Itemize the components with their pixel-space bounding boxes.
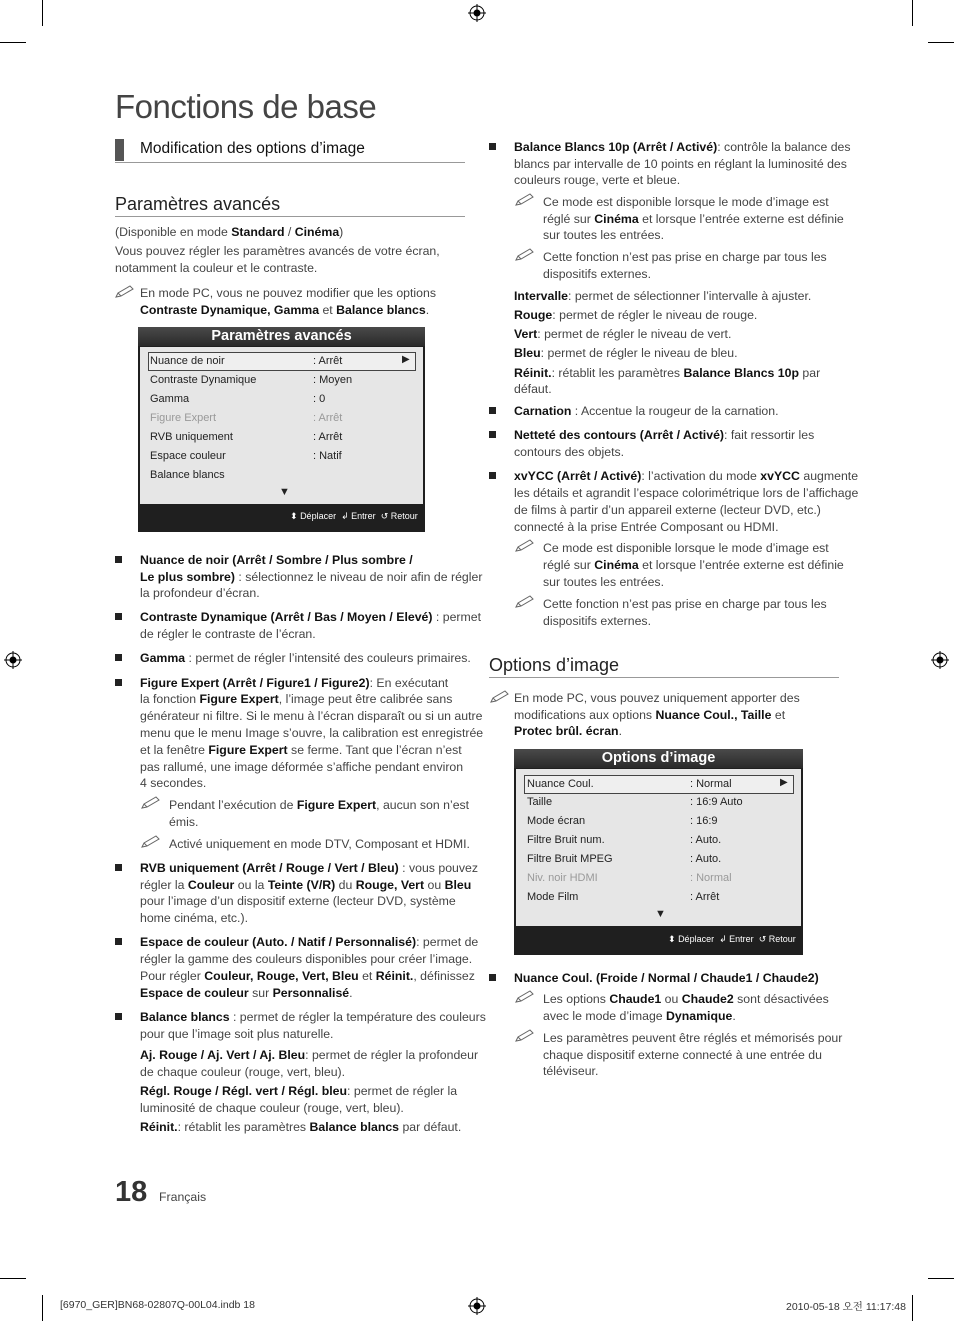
note-pencil-icon	[514, 193, 536, 207]
menu-value: : Moyen	[313, 374, 353, 386]
chapter-title: Fonctions de base	[115, 88, 377, 125]
bullet-icon	[489, 407, 496, 414]
note-xvycc-line: sur toutes les entrées.	[543, 575, 664, 589]
menu-item-rvb-uniquement[interactable]: RVB uniquement	[150, 431, 233, 443]
print-date-info: 2010-05-18 오전 11:17:48	[786, 1301, 906, 1313]
menu-item-gamma[interactable]: Gamma	[150, 393, 190, 405]
note-nc-line: Les paramètres peuvent être réglés et mémorisés pour	[543, 1031, 843, 1045]
item-balance-line: luminosité de chaque couleur (rouge, vert, bleu).	[140, 1101, 404, 1115]
item-reinit: Réinit.: rétablit les paramètres Balance Blancs 10p par	[514, 366, 821, 380]
item-espace-line: Espace de couleur sur Personnalisé.	[140, 986, 353, 1000]
note-pencil-icon	[514, 539, 536, 553]
note-pencil-icon	[514, 248, 536, 262]
menu-title: Options d’image	[514, 749, 803, 768]
bullet-icon	[115, 864, 122, 871]
section-marker	[115, 139, 124, 161]
registration-mark-icon	[468, 4, 486, 22]
menu-value: : Arrêt	[690, 891, 720, 903]
note-nc-line: avec le mode d’image Dynamique.	[543, 1009, 736, 1023]
crop-mark	[912, 0, 913, 26]
item-balance-line: Régl. Rouge / Régl. vert / Régl. bleu: permet de régler la	[140, 1084, 458, 1098]
note-xvycc-line: réglé sur Cinéma et lorsque l’entrée externe est définie	[543, 558, 844, 572]
heading-rule	[489, 677, 839, 678]
enter-icon: ↲	[341, 511, 349, 521]
item-xvycc-title: xvYCC (Arrêt / Activé): l’activation du mode xvYCC augmente	[514, 469, 859, 483]
bullet-icon	[115, 613, 122, 620]
menu-item-nuance-de-noir[interactable]: Nuance de noir	[150, 355, 225, 367]
menu-item-balance-blancs[interactable]: Balance blancs	[150, 469, 225, 481]
item-xvycc-line: de films à partir d’un appareil externe (lecteur DVD, etc.)	[514, 503, 821, 517]
heading-parametres-avances: Paramètres avancés	[115, 194, 281, 214]
menu-value: : Arrêt	[313, 355, 343, 367]
item-b10-title: Balance Blancs 10p (Arrêt / Activé): contrôle la balance des	[514, 140, 851, 154]
crop-mark	[42, 0, 43, 26]
menu-parametres-avances	[138, 327, 425, 532]
note-pc-line: En mode PC, vous ne pouvez modifier que les options	[140, 286, 436, 300]
item-xvycc-line: connecté à la prise Entrée Composant ou HDMI.	[514, 520, 779, 534]
item-balance-line: de chaque couleur (rouge, vert, bleu).	[140, 1065, 346, 1079]
availability-note: (Disponible en mode Standard / Cinéma)	[115, 225, 344, 239]
bullet-icon	[115, 679, 122, 686]
heading-options-image: Options d’image	[489, 655, 620, 675]
item-vert: Vert: permet de régler le niveau de vert.	[514, 327, 732, 341]
note-pencil-icon	[514, 595, 536, 609]
intro-line: Vous pouvez régler les paramètres avancés de votre écran,	[115, 244, 440, 258]
item-intervalle: Intervalle: permet de sélectionner l’intervalle à ajuster.	[514, 289, 812, 303]
item-bleu: Bleu: permet de régler le niveau de bleu.	[514, 346, 738, 360]
scroll-down-arrow-icon[interactable]: ▼	[279, 486, 290, 498]
item-contraste-title: Contraste Dynamique (Arrêt / Bas / Moyen / Elevé) : permet	[140, 610, 482, 624]
note-pencil-icon	[514, 990, 536, 1004]
note-figure-line: Pendant l’exécution de Figure Expert, aucun son n’est	[169, 798, 470, 812]
note-pencil-icon	[140, 796, 162, 810]
menu-value: : Normal	[690, 872, 732, 884]
item-rvb-line: régler la Couleur ou la Teinte (V/R) du Rouge, Vert ou Bleu	[140, 878, 472, 892]
note-xvycc-line: Cette fonction n’est pas prise en charge par tous les	[543, 597, 827, 611]
note-b10-line: sur toutes les entrées.	[543, 228, 664, 242]
return-icon: ↺	[758, 934, 767, 944]
menu-item-contraste-dynamique[interactable]: Contraste Dynamique	[150, 374, 257, 386]
menu-item-mode-ecran[interactable]: Mode écran	[527, 815, 586, 827]
item-xvycc-line: les détails et agrandit l’espace colorimétrique lors de l’affichage	[514, 486, 859, 500]
note-xvycc-line: Ce mode est disponible lorsque le mode d’image est	[543, 541, 829, 555]
menu-value: : Auto.	[690, 834, 722, 846]
menu-item-taille[interactable]: Taille	[527, 796, 553, 808]
note-pc2-line: modifications aux options Nuance Coul., Taille et	[514, 708, 786, 722]
note-pencil-icon	[140, 835, 162, 849]
registration-mark-icon	[468, 1297, 486, 1315]
item-rvb-title: RVB uniquement (Arrêt / Rouge / Vert / Bleu) : vous pouvez	[140, 861, 479, 875]
item-nettete-line: contours des objets.	[514, 445, 625, 459]
crop-mark	[928, 42, 954, 43]
menu-item-filtre-bruit-num[interactable]: Filtre Bruit num.	[527, 834, 605, 846]
menu-item-figure-expert: Figure Expert	[150, 412, 217, 424]
bullet-icon	[489, 974, 496, 981]
item-espace-title: Espace de couleur (Auto. / Natif / Personnalisé): permet de	[140, 935, 479, 949]
section-rule	[115, 162, 465, 163]
item-rouge: Rouge: permet de régler le niveau de rouge.	[514, 308, 758, 322]
item-nuance-line: Le plus sombre) : sélectionnez le niveau de noir afin de régler	[140, 570, 483, 584]
item-figure-line: générateur ni filtre. Si le menu à l’écran disparaît ou si un autre	[140, 709, 483, 723]
item-figure-line: 4 secondes.	[140, 776, 207, 790]
menu-value: : Arrêt	[313, 431, 343, 443]
item-nettete-title: Netteté des contours (Arrêt / Activé): fait ressortir les	[514, 428, 815, 442]
note-figure-line: émis.	[169, 815, 199, 829]
note-pencil-icon	[114, 285, 136, 299]
bullet-icon	[489, 472, 496, 479]
bullet-icon	[489, 143, 496, 150]
item-contraste-line: de régler le contraste de l’écran.	[140, 627, 316, 641]
menu-value: : Normal	[690, 778, 732, 790]
bullet-icon	[115, 938, 122, 945]
note-pc2-line: Protec brûl. écran.	[514, 724, 622, 738]
page-language: Français	[159, 1190, 207, 1204]
submenu-arrow-icon: ▶	[402, 354, 410, 365]
item-espace-line: régler la gamme des couleurs disponibles pour créer l’image.	[140, 952, 473, 966]
item-figure-line: menu que le menu Image s’ouvre, la calibration est enregistrée	[140, 726, 484, 740]
item-espace-line: Pour régler Couleur, Rouge, Vert, Bleu et Réinit., définissez	[140, 969, 475, 983]
intro-line: notamment la couleur et le contraste.	[115, 261, 318, 275]
item-figure-line: la fonction Figure Expert, l’image peut être calibrée sans	[140, 692, 453, 706]
crop-mark	[928, 1278, 954, 1279]
bullet-icon	[115, 1013, 122, 1020]
note-pc-line: Contraste Dynamique, Gamma et Balance blancs.	[140, 303, 430, 317]
section-title: Modification des options d’image	[140, 140, 365, 157]
menu-value: : 0	[313, 393, 326, 405]
bullet-icon	[115, 556, 122, 563]
registration-mark-icon	[931, 651, 949, 669]
item-figure-line: pas rallumé, une image déformée s’affiche pendant environ	[140, 760, 464, 774]
menu-value: : Arrêt	[313, 412, 343, 424]
menu-item-mode-film[interactable]: Mode Film	[527, 891, 579, 903]
item-b10-line: couleurs rouge, verte et bleue.	[514, 173, 681, 187]
note-b10-line: réglé sur Cinéma et lorsque l’entrée externe est définie	[543, 212, 844, 226]
note-pencil-icon	[489, 690, 511, 704]
item-rvb-line: pour l’image d’un dispositif externe (lecteur DVD, système	[140, 894, 456, 908]
item-carnation: Carnation : Accentue la rougeur de la carnation.	[514, 404, 779, 418]
menu-item-espace-couleur[interactable]: Espace couleur	[150, 450, 226, 462]
bullet-icon	[115, 654, 122, 661]
menu-item-niv-noir-hdmi: Niv. noir HDMI	[527, 872, 598, 884]
move-icon: ⬍	[668, 934, 676, 944]
move-icon: ⬍	[290, 511, 298, 521]
footer-rule	[42, 1295, 43, 1321]
note-nc-line: téléviseur.	[543, 1064, 599, 1078]
menu-item-nuance-coul[interactable]: Nuance Coul.	[527, 778, 594, 790]
crop-mark	[0, 42, 26, 43]
return-icon: ↺	[380, 511, 389, 521]
note-nc-line: chaque dispositif externe connecté à une entrée du	[543, 1048, 822, 1062]
crop-mark	[912, 1295, 913, 1321]
item-nuance-coul-title: Nuance Coul. (Froide / Normal / Chaude1 / Chaude2)	[514, 971, 819, 985]
note-xvycc-line: dispositifs externes.	[543, 614, 651, 628]
note-figure-line: Activé uniquement en mode DTV, Composant et HDMI.	[169, 837, 470, 851]
menu-body	[140, 347, 423, 504]
menu-value: : Auto.	[690, 853, 722, 865]
note-b10-line: Ce mode est disponible lorsque le mode d’image est	[543, 195, 829, 209]
heading-rule	[115, 216, 465, 217]
menu-footer: ⬍ Déplacer ↲ Entrer ↺ Retour	[290, 511, 418, 521]
bullet-icon	[489, 431, 496, 438]
menu-options-image	[514, 749, 803, 955]
note-pc2-line: En mode PC, vous pouvez uniquement apporter des	[514, 691, 800, 705]
section-header	[115, 139, 465, 163]
item-gamma: Gamma : permet de régler l’intensité des couleurs primaires.	[140, 651, 471, 665]
item-figure-line: et la fenêtre Figure Expert se ferme. Tant que l’écran n’est	[140, 743, 462, 757]
crop-mark	[0, 1278, 26, 1279]
print-file-info: [6970_GER]BN68-02807Q-00L04.indb 18	[60, 1299, 255, 1311]
menu-title: Paramètres avancés	[138, 327, 425, 346]
note-pencil-icon	[514, 1029, 536, 1043]
menu-item-filtre-bruit-mpeg[interactable]: Filtre Bruit MPEG	[527, 853, 613, 865]
item-reinit-line: défaut.	[514, 382, 552, 396]
item-nuance-line: la profondeur d’écran.	[140, 586, 260, 600]
submenu-arrow-icon: ▶	[780, 777, 788, 788]
item-balance-title: Balance blancs : permet de régler la température des couleurs	[140, 1010, 486, 1024]
item-balance-line: pour que l’image soit plus naturelle.	[140, 1027, 334, 1041]
page-number: 18	[115, 1176, 148, 1208]
note-b10-line: Cette fonction n’est pas prise en charge par tous les	[543, 250, 827, 264]
item-balance-line: Réinit.: rétablit les paramètres Balance blancs par défaut.	[140, 1120, 462, 1134]
item-figure-title: Figure Expert (Arrêt / Figure1 / Figure2): En exécutant	[140, 676, 449, 690]
item-b10-line: blancs par intervalle de 10 points en réglant la luminosité des	[514, 157, 847, 171]
menu-footer: ⬍ Déplacer ↲ Entrer ↺ Retour	[668, 934, 796, 944]
menu-value: : Natif	[313, 450, 342, 462]
menu-value: : 16:9	[690, 815, 718, 827]
item-nuance-title: Nuance de noir (Arrêt / Sombre / Plus sombre /	[140, 553, 413, 567]
enter-icon: ↲	[719, 934, 727, 944]
scroll-down-arrow-icon[interactable]: ▼	[655, 908, 666, 920]
menu-body	[516, 769, 801, 926]
registration-mark-icon	[4, 651, 22, 669]
item-balance-line: Aj. Rouge / Aj. Vert / Aj. Bleu: permet de régler la profondeur	[140, 1048, 479, 1062]
menu-value: : 16:9 Auto	[690, 796, 743, 808]
note-nc-line: Les options Chaude1 ou Chaude2 sont désactivées	[543, 992, 829, 1006]
item-rvb-line: home cinéma, etc.).	[140, 911, 248, 925]
note-b10-line: dispositifs externes.	[543, 267, 651, 281]
